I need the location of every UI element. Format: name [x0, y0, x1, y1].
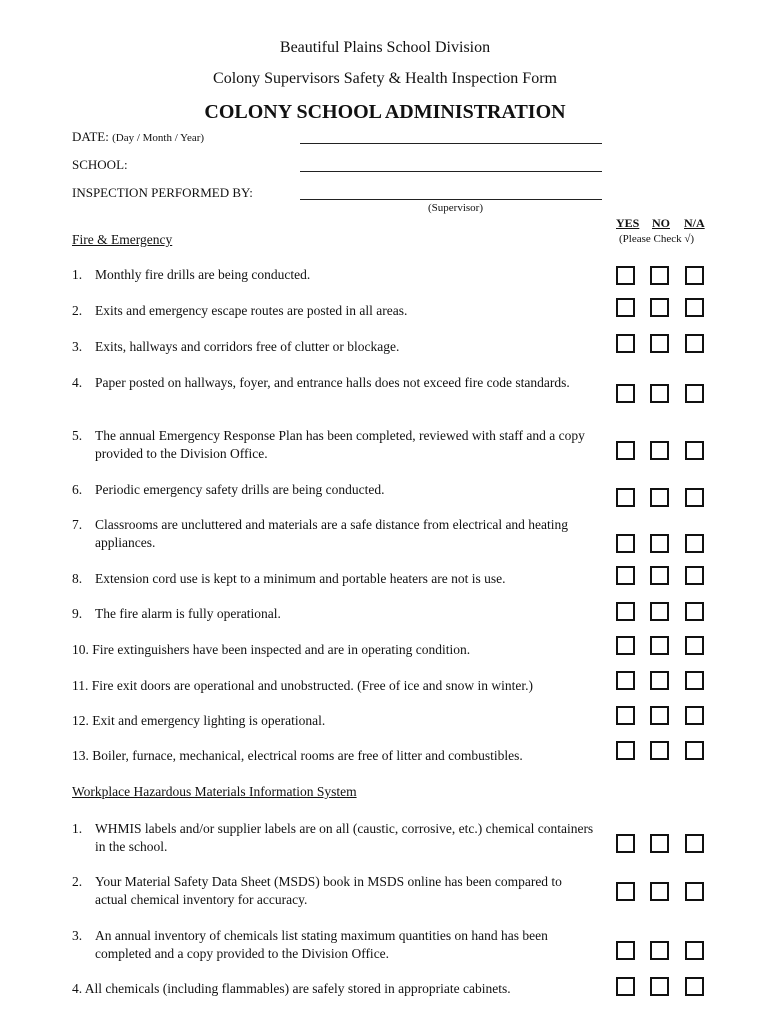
na-checkbox[interactable]	[685, 941, 704, 960]
checklist-item	[72, 481, 595, 499]
yes-checkbox[interactable]	[616, 741, 635, 760]
inspector-label: INSPECTION PERFORMED BY:	[72, 185, 253, 200]
yes-checkbox[interactable]	[616, 384, 635, 403]
item-number: 11.	[72, 678, 89, 693]
checkbox-group	[616, 334, 706, 354]
item-number: 8.	[72, 571, 83, 586]
section-title-fire-emergency: Fire & Emergency	[72, 232, 173, 247]
division-name: Beautiful Plains School Division	[279, 39, 491, 56]
na-column-header: N/A	[684, 216, 705, 230]
checkbox-group	[616, 566, 706, 586]
yes-checkbox[interactable]	[616, 441, 635, 460]
item-number: 5.	[72, 428, 83, 443]
item-number: 10.	[72, 642, 89, 657]
checkbox-group	[616, 602, 706, 622]
checkbox-group	[616, 671, 706, 691]
na-checkbox[interactable]	[685, 384, 704, 403]
no-checkbox[interactable]	[650, 334, 669, 353]
item-text: Monthly fire drills are being conducted.	[95, 267, 311, 282]
na-checkbox[interactable]	[685, 977, 704, 996]
no-checkbox[interactable]	[650, 566, 669, 585]
item-text: Exits, hallways and corridors free of clutter or blockage.	[95, 339, 400, 354]
no-checkbox[interactable]	[650, 602, 669, 621]
na-checkbox[interactable]	[685, 334, 704, 353]
item-number: 6.	[72, 482, 83, 497]
checkbox-group	[616, 636, 706, 656]
na-checkbox[interactable]	[685, 706, 704, 725]
na-checkbox[interactable]	[685, 266, 704, 285]
yes-checkbox[interactable]	[616, 488, 635, 507]
checkbox-group	[616, 741, 706, 761]
item-number: 13.	[72, 748, 89, 763]
checklist-item	[72, 374, 595, 392]
checklist-item	[72, 641, 470, 659]
no-checkbox[interactable]	[650, 834, 669, 853]
check-instruction: (Please Check √)	[619, 233, 695, 245]
item-number: 2.	[72, 303, 83, 318]
checkbox-group	[616, 977, 706, 997]
yes-checkbox[interactable]	[616, 977, 635, 996]
checklist-item	[72, 820, 595, 856]
na-checkbox[interactable]	[685, 602, 704, 621]
item-text: Exit and emergency lighting is operational.	[92, 713, 326, 728]
form-title: COLONY SCHOOL ADMINISTRATION	[204, 101, 566, 123]
item-text: Boiler, furnace, mechanical, electrical rooms are free of litter and combustibles.	[92, 748, 523, 763]
no-checkbox[interactable]	[650, 882, 669, 901]
date-input-line[interactable]	[300, 143, 602, 144]
item-text: Your Material Safety Data Sheet (MSDS) book in MSDS online has been compared to actual chemical inventory for accuracy.	[95, 874, 562, 907]
yes-column-header: YES	[616, 216, 640, 230]
checkbox-group	[616, 534, 706, 554]
checklist-item	[72, 605, 595, 623]
item-number: 4.	[72, 981, 83, 996]
item-number: 1.	[72, 267, 83, 282]
na-checkbox[interactable]	[685, 534, 704, 553]
item-number: 3.	[72, 928, 83, 943]
item-number: 1.	[72, 821, 83, 836]
item-text: Exits and emergency escape routes are posted in all areas.	[95, 303, 408, 318]
na-checkbox[interactable]	[685, 566, 704, 585]
item-text: Fire extinguishers have been inspected and are in operating condition.	[92, 642, 471, 657]
checkbox-group	[616, 706, 706, 726]
yes-checkbox[interactable]	[616, 602, 635, 621]
checklist-item	[72, 980, 511, 998]
school-label: SCHOOL:	[72, 157, 128, 172]
na-checkbox[interactable]	[685, 834, 704, 853]
na-checkbox[interactable]	[685, 636, 704, 655]
item-text: All chemicals (including flammables) are safely stored in appropriate cabinets.	[84, 981, 511, 996]
no-checkbox[interactable]	[650, 441, 669, 460]
item-text: Paper posted on hallways, foyer, and entrance halls does not exceed fire code standards.	[95, 375, 570, 390]
no-column-header: NO	[652, 216, 670, 230]
no-checkbox[interactable]	[650, 534, 669, 553]
checkbox-group	[616, 882, 706, 902]
item-text: WHMIS labels and/or supplier labels are on all (caustic, corrosive, etc.) chemical containers in the school.	[95, 821, 594, 854]
no-checkbox[interactable]	[650, 636, 669, 655]
yes-checkbox[interactable]	[616, 671, 635, 690]
checklist-item	[72, 927, 595, 963]
item-text: The annual Emergency Response Plan has been completed, reviewed with staff and a copy provided to the Division Office.	[95, 428, 585, 461]
yes-checkbox[interactable]	[616, 636, 635, 655]
no-checkbox[interactable]	[650, 671, 669, 690]
item-number: 3.	[72, 339, 83, 354]
yes-checkbox[interactable]	[616, 566, 635, 585]
item-number: 4.	[72, 375, 83, 390]
item-number: 2.	[72, 874, 83, 889]
yes-checkbox[interactable]	[616, 941, 635, 960]
checkbox-group	[616, 266, 706, 286]
date-label: DATE:	[72, 129, 109, 144]
inspector-input-line[interactable]	[300, 199, 602, 200]
school-input-line[interactable]	[300, 171, 602, 172]
checklist-item	[72, 302, 595, 320]
item-text: Fire exit doors are operational and unobstructed. (Free of ice and snow in winter.)	[91, 678, 533, 693]
checklist-item	[72, 570, 595, 588]
form-subtitle: Colony Supervisors Safety & Health Inspection Form	[213, 70, 557, 87]
na-checkbox[interactable]	[685, 741, 704, 760]
yes-checkbox[interactable]	[616, 834, 635, 853]
date-field-label	[72, 129, 204, 145]
checkbox-group	[616, 384, 706, 404]
checklist-item	[72, 712, 325, 730]
na-checkbox[interactable]	[685, 882, 704, 901]
yes-checkbox[interactable]	[616, 882, 635, 901]
na-checkbox[interactable]	[685, 488, 704, 507]
no-checkbox[interactable]	[650, 488, 669, 507]
yes-checkbox[interactable]	[616, 334, 635, 353]
checklist-item	[72, 516, 595, 552]
checkbox-group	[616, 298, 706, 318]
checklist-item	[72, 677, 533, 695]
yes-checkbox[interactable]	[616, 266, 635, 285]
item-text: The fire alarm is fully operational.	[95, 606, 281, 621]
checklist-item	[72, 266, 595, 284]
checklist-item	[72, 338, 595, 356]
yes-checkbox[interactable]	[616, 706, 635, 725]
item-number: 9.	[72, 606, 83, 621]
item-text: Extension cord use is kept to a minimum and portable heaters are not is use.	[95, 571, 506, 586]
item-text: An annual inventory of chemicals list stating maximum quantities on hand has been completed and a copy provided to the Division Office.	[95, 928, 548, 961]
yes-checkbox[interactable]	[616, 298, 635, 317]
date-format-hint: (Day / Month / Year)	[112, 132, 205, 144]
item-number: 12.	[72, 713, 89, 728]
no-checkbox[interactable]	[650, 977, 669, 996]
no-checkbox[interactable]	[650, 266, 669, 285]
no-checkbox[interactable]	[650, 941, 669, 960]
item-number: 7.	[72, 517, 83, 532]
yes-checkbox[interactable]	[616, 534, 635, 553]
item-text: Periodic emergency safety drills are being conducted.	[95, 482, 385, 497]
checklist-item	[72, 427, 595, 463]
checkbox-group	[616, 834, 706, 854]
item-text: Classrooms are uncluttered and materials are a safe distance from electrical and heating appliances.	[95, 517, 569, 550]
checkbox-group	[616, 941, 706, 961]
na-checkbox[interactable]	[685, 671, 704, 690]
no-checkbox[interactable]	[650, 298, 669, 317]
checklist-item	[72, 873, 595, 909]
checkbox-group	[616, 441, 706, 461]
checkbox-group	[616, 488, 706, 508]
section-title-whmis: Workplace Hazardous Materials Information System	[72, 784, 357, 799]
no-checkbox[interactable]	[650, 741, 669, 760]
na-checkbox[interactable]	[685, 441, 704, 460]
checklist-item	[72, 747, 523, 765]
no-checkbox[interactable]	[650, 706, 669, 725]
supervisor-caption: (Supervisor)	[428, 202, 483, 214]
no-checkbox[interactable]	[650, 384, 669, 403]
na-checkbox[interactable]	[685, 298, 704, 317]
